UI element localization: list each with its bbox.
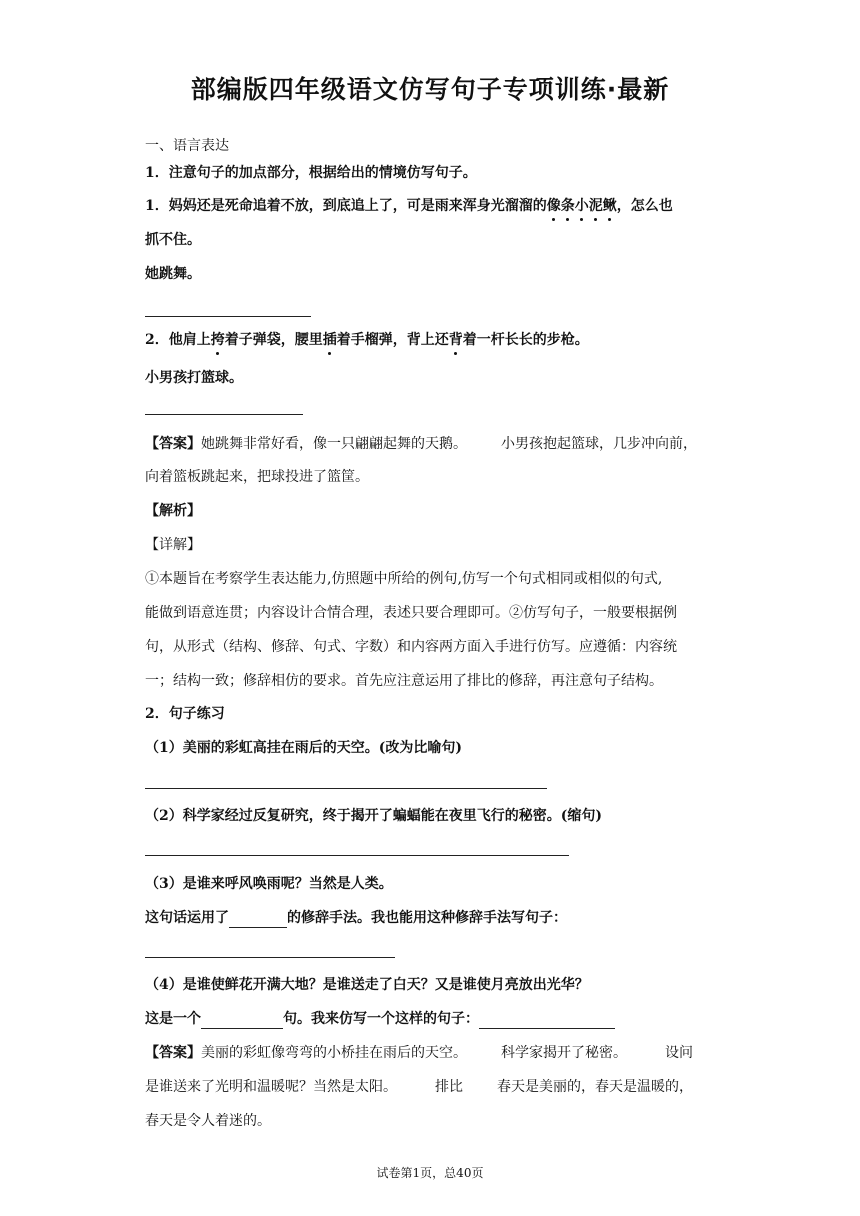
answer-line — [145, 1043, 693, 1063]
text-segment: 着手榴弹，背上还 — [336, 332, 449, 348]
detail-text: 能做到语意连贯；内容设计合情合理，表述只要合理即可。②仿写句子，一般要根据例 — [145, 605, 677, 621]
text-segment: ，怎么也 — [616, 198, 673, 214]
text-segment: 她跳舞非常好看，像一只翩翩起舞的天鹅。 — [201, 436, 467, 452]
answer-blank-line — [145, 855, 569, 856]
text-segment: 句。我来仿写一个这样的句子： — [283, 1011, 479, 1027]
answer-line-cont — [145, 1077, 693, 1097]
page-title: 部编版四年级语文仿写句子专项训练·最新 — [190, 75, 670, 104]
prompt-2: 小男孩打篮球。 — [145, 370, 243, 386]
text-segment: 这句话运用了 — [145, 910, 229, 926]
detail-text: 一；结构一致；修辞相仿的要求。首先应注意运用了排比的修辞，再注意句子结构。 — [145, 673, 663, 689]
question-1-heading: 1．注意句子的加点部分，根据给出的情境仿写句子。 — [145, 165, 477, 181]
dotted-char: 挎 — [210, 332, 225, 348]
text-segment: 是谁送来了光明和温暖呢？当然是太阳。 — [145, 1079, 397, 1095]
text-segment: 美丽的彩虹像弯弯的小桥挂在雨后的天空。 — [201, 1045, 467, 1061]
detail-text: 句，从形式（结构、修辞、句式、字数）和内容两方面入手进行仿写。应遵循：内容统 — [145, 639, 677, 655]
page-footer: 试卷第1页，总40页 — [376, 1166, 484, 1180]
text-segment: 2．他肩上 — [145, 332, 211, 348]
answer-tag: 【答案】 — [145, 436, 201, 452]
text-segment: 1．妈妈还是死命追着不放，到底追上了，可是雨来浑身光溜溜的 — [145, 198, 547, 214]
dotted-char: 鳅 — [602, 198, 617, 214]
text-segment: 着子弹袋，腰里 — [224, 332, 323, 348]
text-segment: 排比 — [435, 1079, 463, 1095]
section-heading: 一、语言表达 — [145, 138, 229, 154]
text-segment: 这是一个 — [145, 1011, 201, 1027]
analysis-tag: 【解析】 — [145, 503, 201, 519]
example-sentence-1-cont: 抓不住。 — [145, 232, 201, 248]
sub-question-1: （1）美丽的彩虹高挂在雨后的天空。(改为比喻句) — [145, 740, 462, 756]
question-2-heading: 2．句子练习 — [145, 706, 225, 722]
prompt-1: 她跳舞。 — [145, 266, 201, 282]
answer-blank-line — [145, 414, 303, 415]
example-sentence-2 — [145, 330, 589, 350]
detail-text: ①本题旨在考察学生表达能力,仿照题中所给的例句,仿写一个句式相同或相似的句式, — [145, 571, 663, 587]
answer-blank-line — [145, 788, 547, 789]
sub-question-4: （4）是谁使鲜花开满大地？是谁送走了白天？又是谁使月亮放出光华？ — [145, 977, 589, 993]
sub-question-3-fill — [145, 908, 567, 928]
answer-tag: 【答案】 — [145, 1045, 201, 1061]
example-sentence-1 — [145, 196, 673, 216]
sub-question-2: （2）科学家经过反复研究，终于揭开了蝙蝠能在夜里飞行的秘密。(缩句) — [145, 808, 602, 824]
sub-question-4-fill — [145, 1009, 615, 1029]
answer-line — [145, 434, 697, 454]
fill-blank — [201, 1012, 283, 1029]
sub-question-3: （3）是谁来呼风唤雨呢？当然是人类。 — [145, 876, 393, 892]
text-segment: 小男孩抱起篮球，几步冲向前， — [501, 436, 697, 452]
answer-blank-line — [145, 316, 311, 317]
text-segment: 的修辞手法。我也能用这种修辞手法写句子： — [287, 910, 567, 926]
answer-line-cont: 向着篮板跳起来，把球投进了篮筐。 — [145, 469, 369, 485]
detail-tag: 【详解】 — [145, 537, 201, 553]
text-segment: 科学家揭开了秘密。 — [501, 1045, 627, 1061]
dotted-char: 泥 — [588, 198, 603, 214]
fill-blank — [479, 1012, 615, 1029]
text-segment: 着一杆长长的步枪。 — [462, 332, 589, 348]
text-segment: 设问 — [665, 1045, 693, 1061]
dotted-char: 插 — [322, 332, 337, 348]
dotted-char: 条 — [560, 198, 575, 214]
dotted-char: 像 — [546, 198, 561, 214]
answer-line-cont: 春天是令人着迷的。 — [145, 1113, 271, 1129]
answer-blank-line — [145, 957, 395, 958]
dotted-char: 小 — [574, 198, 589, 214]
dotted-char: 背 — [448, 332, 463, 348]
fill-blank — [229, 911, 287, 928]
text-segment: 春天是美丽的，春天是温暖的， — [497, 1079, 693, 1095]
